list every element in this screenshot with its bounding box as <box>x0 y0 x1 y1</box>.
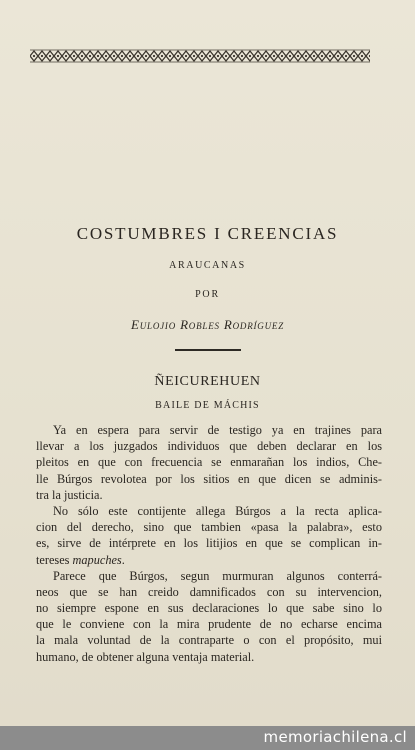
text-line <box>36 535 382 551</box>
text-line-content: No sólo este contijente allega Búrgos a la recta aplica- <box>53 503 382 518</box>
text-line-suffix: . <box>121 552 125 567</box>
text-line-content: pleitos en que con frecuencia se enmarañan los indios, Che- <box>36 455 382 470</box>
text-line <box>36 600 382 616</box>
title-divider <box>175 349 241 351</box>
text-line-content: lle Búrgos revolotea por los sitios en que dicen se adminis- <box>36 471 382 486</box>
text-line-content: humano, de obtener alguna ventaja material. <box>36 649 255 664</box>
text-line <box>36 616 382 632</box>
text-line <box>36 519 382 535</box>
text-line-content: neos que se han creido damnificados con su intervencion, <box>36 584 382 599</box>
ornament-pattern <box>30 47 370 65</box>
text-line-content: no siempre espone en sus declaraciones lo que sabe sino lo <box>36 601 382 616</box>
text-line-content: que le conviene con la mira prudente de no echarse encima <box>36 617 382 632</box>
text-line-content: tereses <box>36 552 73 567</box>
text-line <box>36 568 382 584</box>
byline-label: POR <box>195 289 220 300</box>
text-line <box>36 438 382 454</box>
body-text <box>36 422 382 665</box>
decorative-border-ornament <box>30 47 370 65</box>
document-title: COSTUMBRES I CREENCIAS <box>76 224 339 243</box>
text-line <box>36 422 382 438</box>
text-line-content: tra la justicia. <box>36 487 103 502</box>
watermark-bar <box>0 726 415 750</box>
text-line-content: la mala voluntad de la contraparte o con el propósito, mui <box>36 633 382 648</box>
text-line-content: Ya en espera para servir de testigo ya en trajines para <box>53 423 382 437</box>
watermark-text: memoriachilena.cl <box>263 728 407 746</box>
document-subtitle: ARAUCANAS <box>169 260 246 271</box>
text-line-content: Parece que Búrgos, segun murmuran algunos conterrá- <box>53 568 382 583</box>
text-line <box>36 632 382 648</box>
text-line-content: es, sirve de intérprete en los litijios en que se complican in- <box>36 536 382 551</box>
text-line <box>36 503 382 519</box>
section-title: ÑEICUREHUEN <box>154 374 261 389</box>
text-line <box>36 454 382 470</box>
text-line-content: llevar a los juzgados individuos que deben declarar en los <box>36 439 382 454</box>
text-line <box>36 584 382 600</box>
text-line <box>36 471 382 487</box>
text-line <box>36 487 382 503</box>
text-line <box>36 552 382 568</box>
text-line <box>36 649 382 665</box>
section-subtitle: BAILE DE MÁCHIS <box>155 400 260 411</box>
italic-word: mapuches <box>72 552 122 567</box>
text-line-content: cion del derecho, sino que tambien «pasa la palabra», esto <box>36 520 382 535</box>
author-name: Eulojio Robles Rodríguez <box>130 317 284 332</box>
